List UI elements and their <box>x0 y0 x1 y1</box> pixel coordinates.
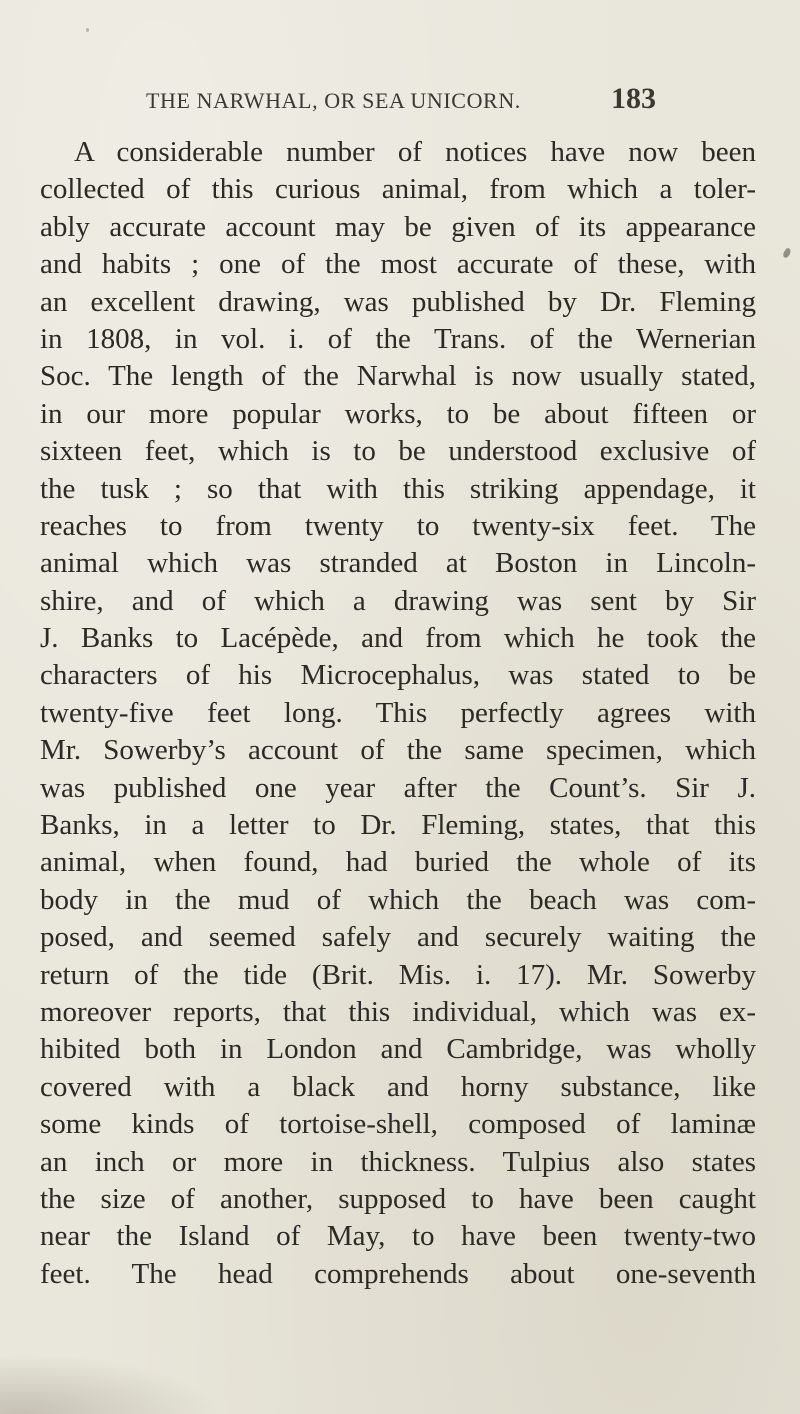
text-line: in our more popular works, to be about fifteen or <box>40 397 756 430</box>
text-line: sixteen feet, which is to be understood exclusive of <box>40 435 756 468</box>
text-line: shire, and of which a drawing was sent by Sir <box>40 584 756 617</box>
text-line: Banks, in a letter to Dr. Fleming, states, that this <box>40 809 756 842</box>
text-line: reaches to from twenty to twenty-six feet. The <box>40 509 756 542</box>
text-line: ably accurate account may be given of its appearance <box>40 210 756 243</box>
text-line: body in the mud of which the beach was com- <box>40 883 756 916</box>
text-line: an excellent drawing, was published by Dr. Fleming <box>40 285 756 318</box>
ink-blot <box>782 247 792 259</box>
body-text <box>40 134 756 1293</box>
text-line: A considerable number of notices have now been <box>74 136 756 168</box>
text-line: near the Island of May, to have been twenty-two <box>40 1220 756 1253</box>
text-line: twenty-five feet long. This perfectly agrees with <box>40 696 756 729</box>
text-line: hibited both in London and Cambridge, was wholly <box>40 1033 756 1066</box>
text-line: animal which was stranded at Boston in Lincoln- <box>40 547 756 580</box>
text-line: in 1808, in vol. i. of the Trans. of the Wernerian <box>40 322 756 355</box>
text-line: and habits ; one of the most accurate of these, with <box>40 248 756 281</box>
text-line: the size of another, supposed to have been caught <box>40 1182 756 1215</box>
paper-speck <box>86 28 89 32</box>
text-line: an inch or more in thickness. Tulpius also states <box>40 1145 756 1178</box>
text-line: collected of this curious animal, from which a toler- <box>40 173 756 206</box>
text-line: posed, and seemed safely and securely waiting the <box>40 921 756 954</box>
text-line: J. Banks to Lacépède, and from which he took the <box>40 622 756 655</box>
running-head: THE NARWHAL, OR SEA UNICORN. <box>146 88 521 113</box>
text-line: some kinds of tortoise-shell, composed of laminæ <box>40 1108 756 1141</box>
text-line: moreover reports, that this individual, which was ex- <box>40 995 756 1028</box>
page-shadow <box>0 1354 220 1414</box>
text-line: Soc. The length of the Narwhal is now usually stated, <box>40 360 756 393</box>
text-line: characters of his Microcephalus, was stated to be <box>40 659 756 692</box>
page-number: 183 <box>611 82 656 115</box>
text-line: was published one year after the Count’s. Sir J. <box>40 771 756 804</box>
text-line: return of the tide (Brit. Mis. i. 17). Mr. Sowerby <box>40 958 756 991</box>
text-line: covered with a black and horny substance, like <box>40 1070 756 1103</box>
page-header <box>146 82 656 118</box>
text-line: animal, when found, had buried the whole of its <box>40 846 756 879</box>
text-line: feet. The head comprehends about one-seventh <box>40 1257 756 1290</box>
text-line: the tusk ; so that with this striking appendage, it <box>40 472 756 505</box>
text-line: Mr. Sowerby’s account of the same specimen, which <box>40 734 756 767</box>
